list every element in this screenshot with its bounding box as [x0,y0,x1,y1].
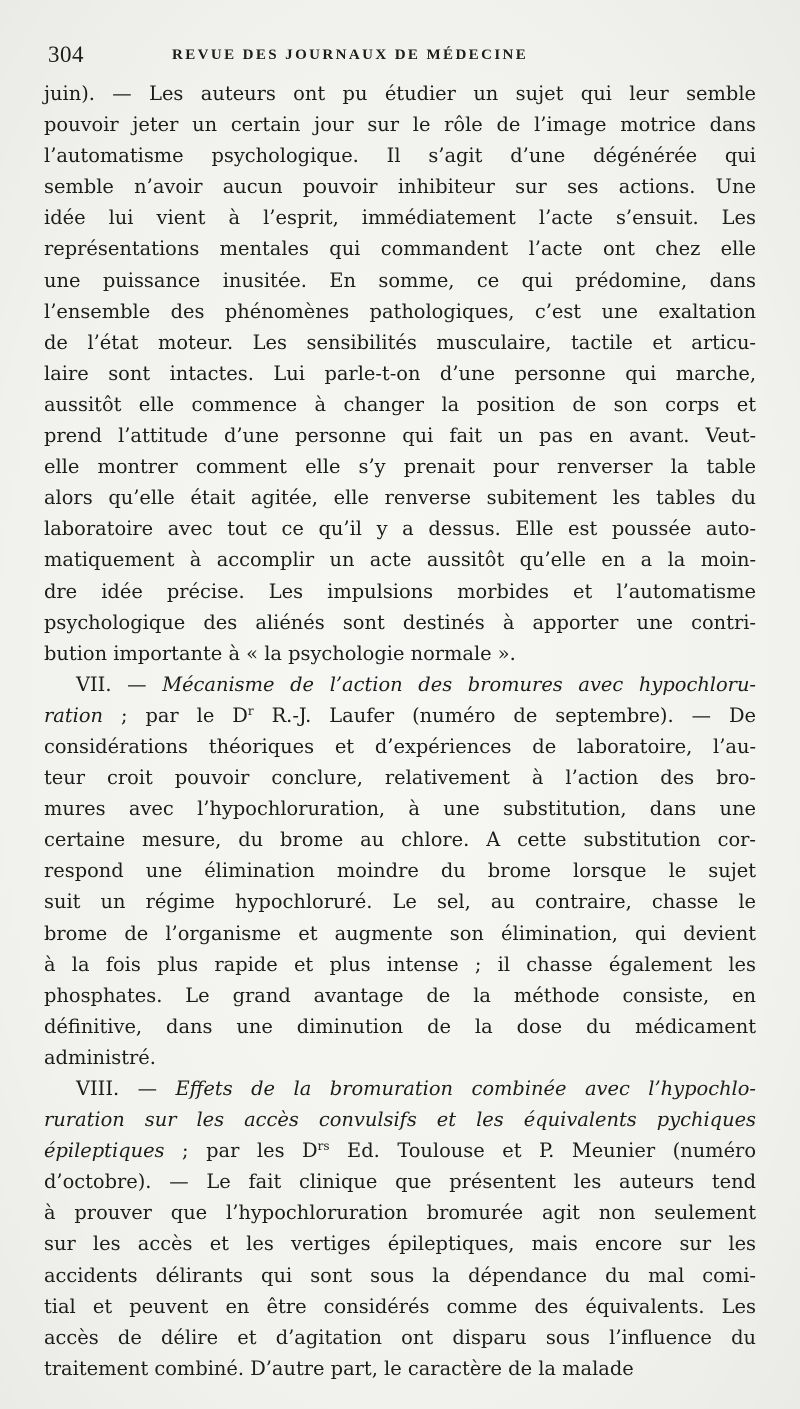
text-span: matiquement à accomplir un acte aussitôt qu’elle en a la moin- [44,548,756,572]
text-line [44,669,756,700]
text-line [44,638,756,669]
text-line [44,482,756,513]
text-line [44,265,756,296]
text-line [44,1353,756,1384]
text-line [44,1260,756,1291]
text-line [44,793,756,824]
text-span: R.-J. Laufer (numéro de septembre). — De [253,703,756,727]
text-line [44,544,756,575]
text-line [44,1104,756,1135]
text-span: pouvoir jeter un certain jour sur le rôle de l’image motrice dans [44,113,756,137]
text-line [44,855,756,886]
text-span: accès de délire et d’agitation ont disparu sous l’influence du [44,1325,756,1349]
text-span: d’octobre). — Le fait clinique que présentent les auteurs tend [44,1170,756,1194]
text-line [44,1073,756,1104]
text-line [44,327,756,358]
text-line [44,233,756,264]
italic-title-text: Mécanisme de l’action des bromures avec hypochloru- [162,672,756,696]
text-span: juin). — Les auteurs ont pu étudier un sujet qui leur semble [44,82,756,105]
text-span: représentations mentales qui commandent l’acte ont chez elle [44,237,756,261]
text-line [44,358,756,389]
text-span: prend l’attitude d’une personne qui fait un pas en avant. Veut- [44,424,756,448]
text-line [44,824,756,855]
text-span: à la fois plus rapide et plus intense ; il chasse également les [44,952,756,976]
text-span: l’automatisme psychologique. Il s’agit d’une dégénérée qui [44,144,756,168]
text-span: teur croit pouvoir conclure, relativement à l’action des bro- [44,766,756,790]
running-head: REVUE DES JOURNAUX DE MÉDECINE [172,47,529,63]
italic-title-text: Effets de la bromuration combinée avec l’hypochlo- [175,1077,756,1100]
text-span: elle montrer comment elle s’y prenait pour renverser la table [44,455,756,479]
text-span: laboratoire avec tout ce qu’il y a dessus. Elle est poussée auto- [44,517,756,541]
text-line [44,420,756,451]
text-line [44,451,756,482]
text-span: respond une élimination moindre du brome lorsque le sujet [44,859,756,883]
text-span: suit un régime hypochloruré. Le sel, au contraire, chasse le [44,890,756,914]
text-line [44,389,756,420]
text-span: aussitôt elle commence à changer la position de son corps et [44,392,756,416]
text-span: dre idée précise. Les impulsions morbides et l’automatisme [44,579,756,603]
text-line [44,576,756,607]
text-span: tial et peuvent en être considérés comme des équivalents. Les [44,1294,756,1318]
text-line [44,1042,756,1073]
page-header [48,42,768,72]
text-span: laire sont intactes. Lui parle-t-on d’une personne qui marche, [44,361,756,385]
text-line [44,1166,756,1197]
text-span: traitement combiné. D’autre part, le caractère de la malade [44,1356,634,1380]
text-span: ; par les D [164,1139,318,1163]
text-span: ; par le D [103,703,248,727]
text-line [44,980,756,1011]
body-text [44,78,756,1384]
superscript: rs [317,1139,330,1154]
text-span: l’ensemble des phénomènes pathologiques, c’est une exaltation [44,299,756,323]
text-span: définitive, dans une diminution de la dose du médicament [44,1014,756,1038]
text-line [44,171,756,202]
text-span: phosphates. Le grand avantage de la méthode consiste, en [44,983,756,1007]
text-span: brome de l’organisme et augmente son élimination, qui devient [44,921,756,945]
text-line [44,949,756,980]
text-span: VII. — [76,672,163,696]
text-span: à prouver que l’hypochloruration bromurée agit non seulement [44,1201,756,1225]
text-line [44,109,756,140]
text-span: idée lui vient à l’esprit, immédiatement l’acte s’ensuit. Les [44,206,756,230]
text-span: considérations théoriques et d’expériences de laboratoire, l’au- [44,734,756,758]
italic-title-text: épileptiques [44,1139,165,1163]
text-line [44,1291,756,1322]
text-line [44,202,756,233]
text-line [44,607,756,638]
italic-title-text: ration [44,703,103,727]
text-span: mures avec l’hypochloruration, à une substitution, dans une [44,797,756,821]
text-line [44,78,756,109]
text-span: certaine mesure, du brome au chlore. A cette substitution cor- [44,828,756,852]
text-span: bution importante à « la psychologie normale ». [44,641,516,665]
text-line [44,918,756,949]
text-line [44,886,756,917]
page-number: 304 [48,42,84,67]
text-span: une puissance inusitée. En somme, ce qui prédomine, dans [44,268,756,292]
text-line [44,1197,756,1228]
text-span: administré. [44,1045,156,1069]
text-line [44,1011,756,1042]
italic-title-text: ruration sur les accès convulsifs et les équivalents pychiques [44,1108,756,1132]
text-line [44,1135,756,1166]
text-line [44,296,756,327]
text-line [44,513,756,544]
text-span: alors qu’elle était agitée, elle renverse subitement les tables du [44,486,756,510]
text-span: psychologique des aliénés sont destinés à apporter une contri- [44,610,756,634]
text-span: accidents délirants qui sont sous la dépendance du mal comi- [44,1263,756,1287]
text-line [44,700,756,731]
text-line [44,731,756,762]
text-span: semble n’avoir aucun pouvoir inhibiteur sur ses actions. Une [44,175,756,199]
text-span: sur les accès et les vertiges épileptiques, mais encore sur les [44,1232,756,1256]
text-span: VIII. — [76,1077,176,1100]
text-span: Ed. Toulouse et P. Meunier (numéro [329,1139,756,1163]
text-line [44,762,756,793]
superscript: r [247,703,254,718]
text-span: de l’état moteur. Les sensibilités musculaire, tactile et articu- [44,330,756,354]
text-line [44,140,756,171]
text-line [44,1322,756,1353]
text-line [44,1228,756,1259]
